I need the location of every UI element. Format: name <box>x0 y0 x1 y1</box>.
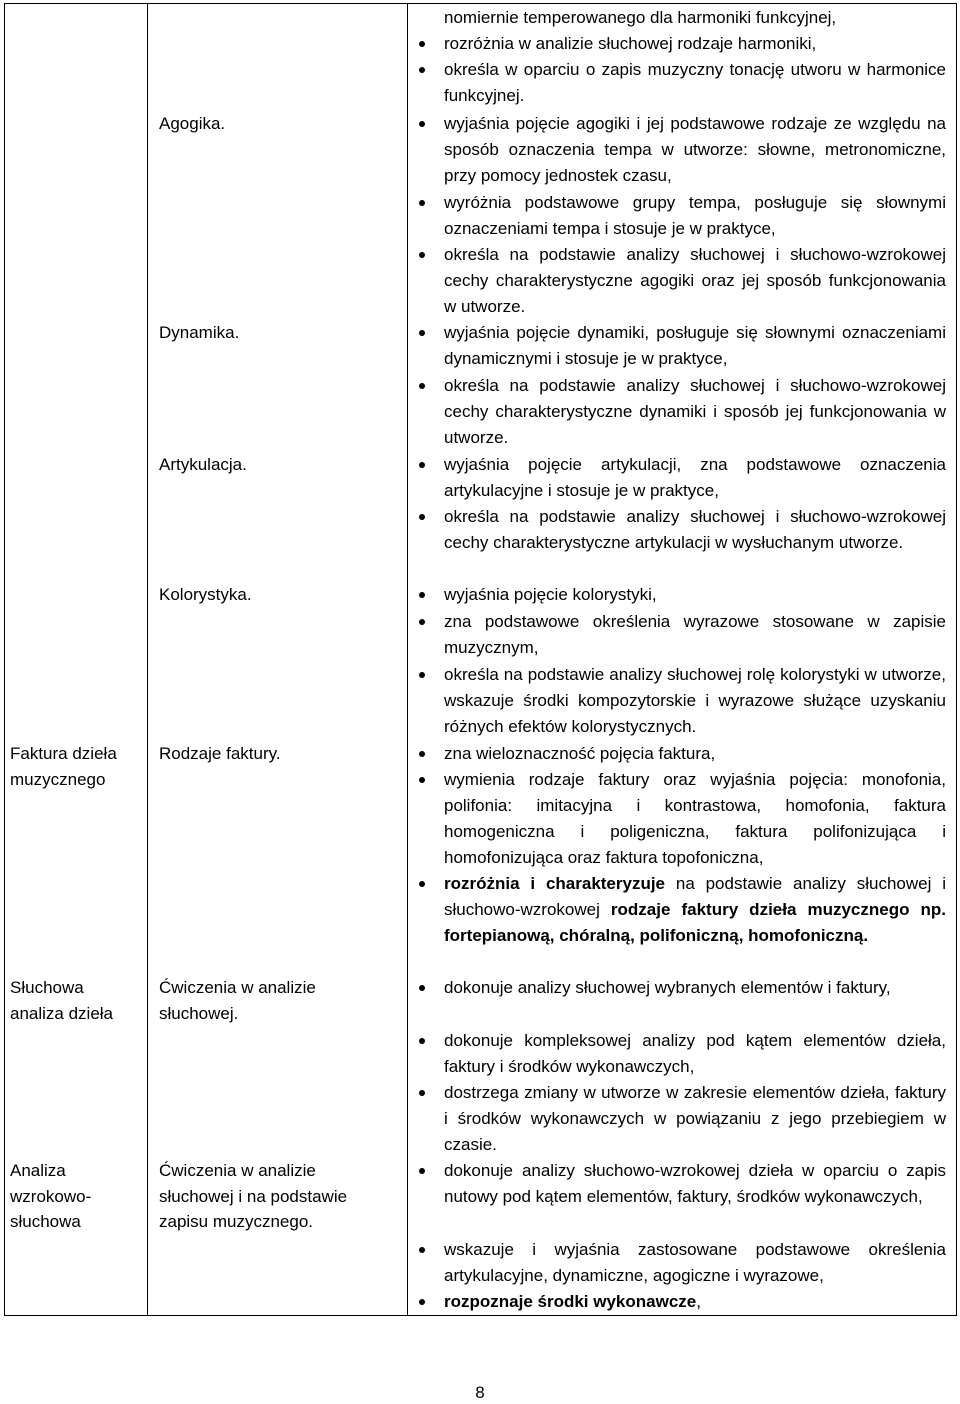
section-title: Słuchowa analiza dzieła <box>10 978 114 1023</box>
bullet-icon <box>419 462 425 468</box>
bold-text: rozpoznaje środki wykonawcze <box>444 1292 697 1311</box>
topic-column <box>5 4 148 1316</box>
outcome-item <box>444 609 946 661</box>
item-text: nomiernie temperowanego dla harmoniki funkcyjnej, <box>444 8 837 27</box>
bullet-icon <box>419 881 425 887</box>
item-text: określa w oparciu o zapis muzyczny tonację utworu w harmonice funkcyjnej. <box>444 60 946 105</box>
item-text: dostrzega zmiany w utworze w zakresie elementów dzieła, faktury i środków wykonawczych w powiązaniu z jego przebiegiem w czasie. <box>444 1083 946 1154</box>
bullet-icon <box>419 383 425 389</box>
outcome-item <box>444 31 946 57</box>
topic-title: Agogika. <box>159 114 226 133</box>
outcome-item <box>444 1028 946 1080</box>
bullet-icon <box>419 67 425 73</box>
item-text: określa na podstawie analizy słuchowej i słuchowo-wzrokowej cechy charakterystyczne artykulacji w wysłuchanym utworze. <box>444 507 946 552</box>
outcome-item <box>444 57 946 109</box>
outcome-item <box>444 320 946 372</box>
outcome-item <box>444 741 946 767</box>
outcome-item <box>444 1158 946 1210</box>
item-text: dokonuje analizy słuchowej wybranych elementów i faktury, <box>444 978 891 997</box>
outcome-item <box>444 1080 946 1158</box>
bullet-icon <box>419 1299 425 1305</box>
outcome-item <box>444 111 946 189</box>
item-text: zna podstawowe określenia wyrazowe stosowane w zapisie muzycznym, <box>444 612 946 657</box>
item-text: wyjaśnia pojęcie kolorystyki, <box>444 585 657 604</box>
section-title: Analiza wzrokowo-słuchowa <box>10 1161 92 1231</box>
item-text: wyjaśnia pojęcie agogiki i jej podstawowe rodzaje ze względu na sposób oznaczenia tempa w utworze: słowne, metronomiczne, przy pomocy jednostek czasu, <box>444 114 946 185</box>
topic-title: Dynamika. <box>159 323 240 342</box>
bullet-icon <box>419 1168 425 1174</box>
item-text: zna wieloznaczność pojęcia faktura, <box>444 744 716 763</box>
item-text: określa na podstawie analizy słuchowej i słuchowo-wzrokowej cechy charakterystyczne dynamiki i sposób jej funkcjonowania w utworze. <box>444 376 946 447</box>
item-text: dokonuje kompleksowej analizy pod kątem elementów dzieła, faktury i środków wykonawczych, <box>444 1031 946 1076</box>
bullet-icon <box>419 121 425 127</box>
topic-title: Ćwiczenia w analizie słuchowej. <box>159 978 316 1023</box>
item-text: wymienia rodzaje faktury oraz wyjaśnia pojęcia: monofonia, polifonia: imitacyjna i kontrastowa, homofonia, faktura homogeniczna i poligeniczna, faktura polifonizująca i homofonizująca oraz faktura topofoniczna, <box>444 770 946 867</box>
outcome-item <box>444 242 946 320</box>
bullet-icon <box>419 252 425 258</box>
bold-text: rodzaje faktury dzieła muzycznego np. fortepianową, chóralną, polifoniczną, homofoniczną. <box>444 900 946 945</box>
bullet-icon <box>419 777 425 783</box>
bullet-icon <box>419 1038 425 1044</box>
bullet-icon <box>419 200 425 206</box>
topic-title: Kolorystyka. <box>159 585 252 604</box>
outcome-item <box>444 452 946 504</box>
outcome-item <box>444 582 946 608</box>
item-text: wyróżnia podstawowe grupy tempa, posługuje się słownymi oznaczeniami tempa i stosuje je w praktyce, <box>444 193 946 238</box>
bullet-icon <box>419 751 425 757</box>
item-text: na podstawie analizy słuchowej i słuchowo-wzrokowej <box>444 874 946 919</box>
outcome-item <box>444 504 946 556</box>
outcome-item <box>444 1237 946 1289</box>
item-text: rozróżnia w analizie słuchowej rodzaje harmoniki, <box>444 34 817 53</box>
bullet-icon <box>419 1090 425 1096</box>
outcome-item <box>444 373 946 451</box>
outcome-item <box>444 767 946 871</box>
item-text: wyjaśnia pojęcie dynamiki, posługuje się słownymi oznaczeniami dynamicznymi i stosuje je w praktyce, <box>444 323 946 368</box>
item-text: wskazuje i wyjaśnia zastosowane podstawowe określenia artykulacyjne, dynamiczne, agogiczne i wyrazowe, <box>444 1240 946 1285</box>
bullet-icon <box>419 672 425 678</box>
outcome-item <box>444 871 946 949</box>
bullet-icon <box>419 592 425 598</box>
bullet-icon <box>419 514 425 520</box>
bullet-icon <box>419 619 425 625</box>
bullet-icon <box>419 985 425 991</box>
bullet-icon <box>419 330 425 336</box>
bullet-icon <box>419 1247 425 1253</box>
outcome-item <box>444 662 946 740</box>
topic-title: Rodzaje faktury. <box>159 744 281 763</box>
content-column <box>148 4 408 1316</box>
outcome-item <box>444 190 946 242</box>
topic-title: Artykulacja. <box>159 455 247 474</box>
item-text: , <box>696 1292 701 1311</box>
outcome-item <box>444 975 946 1001</box>
page-number: 8 <box>475 1383 485 1402</box>
topic-title: Ćwiczenia w analizie słuchowej i na podstawie zapisu muzycznego. <box>159 1161 348 1231</box>
bullet-icon <box>419 41 425 47</box>
outcome-item <box>444 5 946 31</box>
item-text: dokonuje analizy słuchowo-wzrokowej dzieła w oparciu o zapis nutowy pod kątem elementów, faktury, środków wykonawczych, <box>444 1161 946 1206</box>
bold-text: rozróżnia i charakteryzuje <box>444 874 666 893</box>
item-text: określa na podstawie analizy słuchowej i słuchowo-wzrokowej cechy charakterystyczne agogiki oraz jej sposób funkcjonowania w utworze. <box>444 245 946 316</box>
item-text: określa na podstawie analizy słuchowej rolę kolorystyki w utworze, wskazuje środki kompozytorskie i wyrazowe służące uzyskaniu różnych efektów kolorystycznych. <box>444 665 946 736</box>
outcome-item <box>444 1289 946 1315</box>
item-text: wyjaśnia pojęcie artykulacji, zna podstawowe oznaczenia artykulacyjne i stosuje je w praktyce, <box>444 455 946 500</box>
section-title: Faktura dzieła muzycznego <box>10 744 117 789</box>
